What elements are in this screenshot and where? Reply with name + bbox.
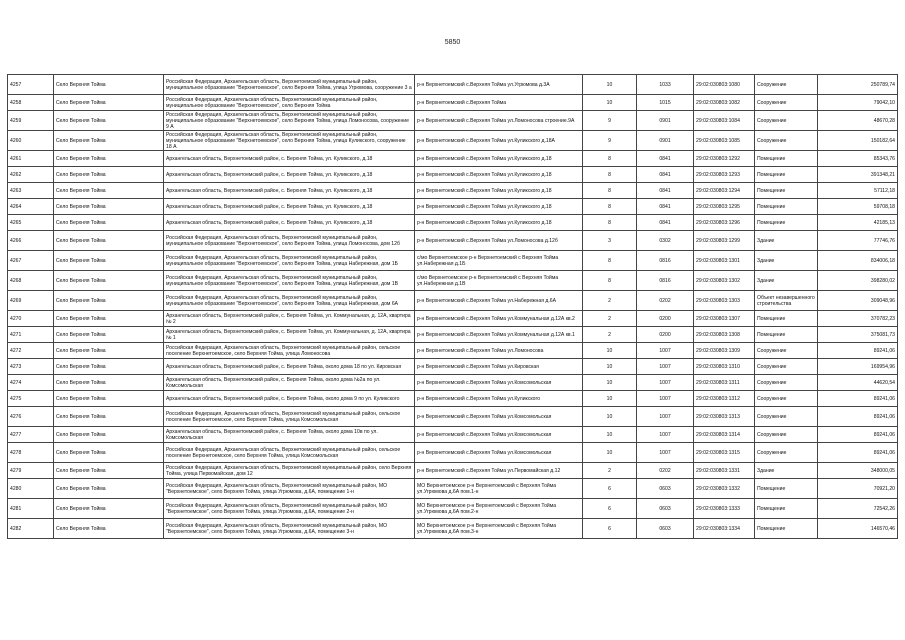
row-number: 4267 bbox=[8, 251, 54, 271]
object-type-cell: Помещение bbox=[755, 199, 818, 215]
address-cell: Архангельская область, Верхнетоемский район, с. Верхняя Тойма, около дома 9 по ул. Куликского bbox=[164, 391, 415, 407]
table-row bbox=[8, 359, 898, 375]
cadastral-number-cell: 29:02:030803:1334 bbox=[694, 519, 755, 539]
subgroup-code-cell: 0603 bbox=[637, 479, 694, 499]
locality-cell: Село Верхняя Тойма bbox=[54, 479, 164, 499]
short-address-cell: р-н Верхнетоемский с.Верхняя Тойма ул.Куликского д.18 bbox=[415, 215, 583, 231]
cadastral-value-cell: 370782,23 bbox=[818, 311, 898, 327]
table-row bbox=[8, 131, 898, 151]
cadastral-number-cell: 29:02:030803:1312 bbox=[694, 391, 755, 407]
subgroup-code-cell: 0841 bbox=[637, 183, 694, 199]
group-code-cell: 10 bbox=[583, 407, 637, 427]
address-cell: Российская Федерация, Архангельская область, Верхнетоемский муниципальный район, муниципальное образование "Верхнетоемское", село Верхняя Тойма bbox=[164, 95, 415, 111]
cadastral-number-cell: 29:02:030803:1293 bbox=[694, 167, 755, 183]
short-address-cell: МО Верхнетоемское р-н Верхнетоемский с Верхняя Тойма ул.Угрюмова д.6А пом.2-н bbox=[415, 499, 583, 519]
subgroup-code-cell: 0901 bbox=[637, 131, 694, 151]
locality-cell: Село Верхняя Тойма bbox=[54, 95, 164, 111]
address-cell: Российская Федерация, Архангельская область, Верхнетоемский муниципальный район, сельское поселение Верхнетоемское, село Верхняя Тойма, улица Комсомольская bbox=[164, 407, 415, 427]
table-row bbox=[8, 407, 898, 427]
table-row bbox=[8, 95, 898, 111]
subgroup-code-cell: 0816 bbox=[637, 271, 694, 291]
subgroup-code-cell: 1007 bbox=[637, 359, 694, 375]
cadastral-number-cell: 29:02:030803:1085 bbox=[694, 131, 755, 151]
object-type-cell: Помещение bbox=[755, 327, 818, 343]
subgroup-code-cell: 0603 bbox=[637, 499, 694, 519]
short-address-cell: р-н Верхнетоемский с.Верхняя Тойма ул.Комсомольская bbox=[415, 375, 583, 391]
group-code-cell: 8 bbox=[583, 199, 637, 215]
group-code-cell: 10 bbox=[583, 375, 637, 391]
cadastral-value-cell: 44620,54 bbox=[818, 375, 898, 391]
subgroup-code-cell: 0302 bbox=[637, 231, 694, 251]
row-number: 4264 bbox=[8, 199, 54, 215]
locality-cell: Село Верхняя Тойма bbox=[54, 407, 164, 427]
short-address-cell: МО Верхнетоемское р-н Верхнетоемский с Верхняя Тойма ул.Угрюмова д.6А пом.3-н bbox=[415, 519, 583, 539]
locality-cell: Село Верхняя Тойма bbox=[54, 111, 164, 131]
table-row bbox=[8, 251, 898, 271]
cadastral-number-cell: 29:02:030803:1310 bbox=[694, 359, 755, 375]
short-address-cell: р-н Верхнетоемский с.Верхняя Тойма ул.Угрюмова д.3А bbox=[415, 75, 583, 95]
table-row bbox=[8, 271, 898, 291]
cadastral-number-cell: 29:02:030803:1082 bbox=[694, 95, 755, 111]
locality-cell: Село Верхняя Тойма bbox=[54, 311, 164, 327]
locality-cell: Село Верхняя Тойма bbox=[54, 343, 164, 359]
cadastral-number-cell: 29:02:030803:1313 bbox=[694, 407, 755, 427]
locality-cell: Село Верхняя Тойма bbox=[54, 391, 164, 407]
locality-cell: Село Верхняя Тойма bbox=[54, 251, 164, 271]
row-number: 4269 bbox=[8, 291, 54, 311]
locality-cell: Село Верхняя Тойма bbox=[54, 75, 164, 95]
object-type-cell: Сооружение bbox=[755, 443, 818, 463]
property-table bbox=[7, 74, 898, 539]
cadastral-number-cell: 29:02:030803:1308 bbox=[694, 327, 755, 343]
row-number: 4270 bbox=[8, 311, 54, 327]
group-code-cell: 8 bbox=[583, 167, 637, 183]
table-row bbox=[8, 375, 898, 391]
short-address-cell: р-н Верхнетоемский с.Верхняя Тойма ул.Набережная д.6А bbox=[415, 291, 583, 311]
address-cell: Российская Федерация, Архангельская область, Верхнетоемский муниципальный район, МО "Верхнетоемское", село Верхняя Тойма, улица Угрюмова, д.6А, помещение 2-н bbox=[164, 499, 415, 519]
row-number: 4268 bbox=[8, 271, 54, 291]
short-address-cell: р-н Верхнетоемский с.Верхняя Тойма bbox=[415, 95, 583, 111]
row-number: 4262 bbox=[8, 167, 54, 183]
cadastral-value-cell: 72542,26 bbox=[818, 499, 898, 519]
group-code-cell: 3 bbox=[583, 231, 637, 251]
subgroup-code-cell: 1007 bbox=[637, 443, 694, 463]
subgroup-code-cell: 1007 bbox=[637, 427, 694, 443]
table-row bbox=[8, 75, 898, 95]
group-code-cell: 8 bbox=[583, 215, 637, 231]
cadastral-value-cell: 89241,06 bbox=[818, 427, 898, 443]
cadastral-value-cell: 48670,28 bbox=[818, 111, 898, 131]
locality-cell: Село Верхняя Тойма bbox=[54, 463, 164, 479]
cadastral-value-cell: 77746,76 bbox=[818, 231, 898, 251]
table-row bbox=[8, 479, 898, 499]
cadastral-number-cell: 29:02:030803:1299 bbox=[694, 231, 755, 251]
locality-cell: Село Верхняя Тойма bbox=[54, 131, 164, 151]
address-cell: Российская Федерация, Архангельская область, Верхнетоемский муниципальный район, село Верхняя Тойма, улица Первомайская, дом 12 bbox=[164, 463, 415, 479]
cadastral-value-cell: 391348,21 bbox=[818, 167, 898, 183]
row-number: 4280 bbox=[8, 479, 54, 499]
row-number: 4279 bbox=[8, 463, 54, 479]
address-cell: Архангельская область, Верхнетоемский район, с. Верхняя Тойма, около дома №2а по ул. Комсомольская bbox=[164, 375, 415, 391]
address-cell: Российская Федерация, Архангельская область, Верхнетоемский муниципальный район, МО "Верхнетоемское", село Верхняя Тойма, улица Угрюмова, д.6А, помещение 1-н bbox=[164, 479, 415, 499]
object-type-cell: Здание bbox=[755, 231, 818, 251]
locality-cell: Село Верхняя Тойма bbox=[54, 427, 164, 443]
short-address-cell: р-н Верхнетоемский с.Верхняя Тойма ул.Комсомольская bbox=[415, 427, 583, 443]
short-address-cell: р-н Верхнетоемский с.Верхняя Тойма ул.Куликского д.18 bbox=[415, 199, 583, 215]
short-address-cell: р-н Верхнетоемский с.Верхняя Тойма ул.Первомайская д.12 bbox=[415, 463, 583, 479]
table-row bbox=[8, 111, 898, 131]
table-row bbox=[8, 391, 898, 407]
object-type-cell: Сооружение bbox=[755, 427, 818, 443]
object-type-cell: Сооружение bbox=[755, 375, 818, 391]
row-number: 4275 bbox=[8, 391, 54, 407]
cadastral-value-cell: 834006,18 bbox=[818, 251, 898, 271]
object-type-cell: Сооружение bbox=[755, 391, 818, 407]
short-address-cell: МО Верхнетоемское р-н Верхнетоемский с Верхняя Тойма ул.Угрюмова д.6А пом.1-н bbox=[415, 479, 583, 499]
table-row bbox=[8, 151, 898, 167]
object-type-cell: Сооружение bbox=[755, 359, 818, 375]
cadastral-value-cell: 375081,73 bbox=[818, 327, 898, 343]
cadastral-number-cell: 29:02:030803:1301 bbox=[694, 251, 755, 271]
object-type-cell: Помещение bbox=[755, 215, 818, 231]
row-number: 4277 bbox=[8, 427, 54, 443]
subgroup-code-cell: 0841 bbox=[637, 151, 694, 167]
table-row bbox=[8, 519, 898, 539]
row-number: 4274 bbox=[8, 375, 54, 391]
address-cell: Российская Федерация, Архангельская область, Верхнетоемский муниципальный район, сельское поселение Верхнетоемское, село Верхняя Тойма, улица Комсомольская bbox=[164, 443, 415, 463]
group-code-cell: 10 bbox=[583, 443, 637, 463]
cadastral-value-cell: 79042,10 bbox=[818, 95, 898, 111]
address-cell: Архангельская область, Верхнетоемский район, с. Верхняя Тойма, ул. Куликского, д.18 bbox=[164, 183, 415, 199]
subgroup-code-cell: 0200 bbox=[637, 327, 694, 343]
cadastral-number-cell: 29:02:030803:1303 bbox=[694, 291, 755, 311]
group-code-cell: 8 bbox=[583, 151, 637, 167]
address-cell: Российская Федерация, Архангельская область, Верхнетоемский муниципальный район, муниципальное образование "Верхнетоемское", село Верхняя Тойма, улица Куликского, сооружение 18 А bbox=[164, 131, 415, 151]
object-type-cell: Объект незавершенного строительства bbox=[755, 291, 818, 311]
group-code-cell: 2 bbox=[583, 311, 637, 327]
short-address-cell: р-н Верхнетоемский с.Верхняя Тойма ул.Ломоносова bbox=[415, 343, 583, 359]
table-row bbox=[8, 427, 898, 443]
cadastral-value-cell: 150182,64 bbox=[818, 131, 898, 151]
locality-cell: Село Верхняя Тойма bbox=[54, 183, 164, 199]
subgroup-code-cell: 1007 bbox=[637, 375, 694, 391]
locality-cell: Село Верхняя Тойма bbox=[54, 375, 164, 391]
locality-cell: Село Верхняя Тойма bbox=[54, 519, 164, 539]
locality-cell: Село Верхняя Тойма bbox=[54, 199, 164, 215]
subgroup-code-cell: 0901 bbox=[637, 111, 694, 131]
cadastral-number-cell: 29:02:030803:1302 bbox=[694, 271, 755, 291]
locality-cell: Село Верхняя Тойма bbox=[54, 167, 164, 183]
short-address-cell: р-н Верхнетоемский с.Верхняя Тойма ул.Ломоносова строение.9А bbox=[415, 111, 583, 131]
object-type-cell: Сооружение bbox=[755, 343, 818, 359]
table-row bbox=[8, 183, 898, 199]
table-row bbox=[8, 343, 898, 359]
cadastral-value-cell: 398280,02 bbox=[818, 271, 898, 291]
object-type-cell: Сооружение bbox=[755, 131, 818, 151]
table-row bbox=[8, 443, 898, 463]
address-cell: Архангельская область, Верхнетоемский район, с. Верхняя Тойма, ул. Куликского, д.18 bbox=[164, 199, 415, 215]
object-type-cell: Помещение bbox=[755, 151, 818, 167]
cadastral-value-cell: 89241,06 bbox=[818, 443, 898, 463]
locality-cell: Село Верхняя Тойма bbox=[54, 499, 164, 519]
cadastral-number-cell: 29:02:030803:1294 bbox=[694, 183, 755, 199]
object-type-cell: Здание bbox=[755, 251, 818, 271]
cadastral-value-cell: 309048,96 bbox=[818, 291, 898, 311]
address-cell: Архангельская область, Верхнетоемский район, с. Верхняя Тойма, около дома 18 по ул. Кировская bbox=[164, 359, 415, 375]
address-cell: Российская Федерация, Архангельская область, Верхнетоемский муниципальный район, муниципальное образование "Верхнетоемское", село Верхняя Тойма, улица Набережная, дом 6А bbox=[164, 291, 415, 311]
cadastral-number-cell: 29:02:030803:1307 bbox=[694, 311, 755, 327]
row-number: 4261 bbox=[8, 151, 54, 167]
cadastral-value-cell: 57112,18 bbox=[818, 183, 898, 199]
cadastral-value-cell: 348000,05 bbox=[818, 463, 898, 479]
row-number: 4265 bbox=[8, 215, 54, 231]
group-code-cell: 10 bbox=[583, 95, 637, 111]
object-type-cell: Сооружение bbox=[755, 407, 818, 427]
subgroup-code-cell: 0841 bbox=[637, 167, 694, 183]
object-type-cell: Помещение bbox=[755, 167, 818, 183]
locality-cell: Село Верхняя Тойма bbox=[54, 291, 164, 311]
address-cell: Российская Федерация, Архангельская область, Верхнетоемский муниципальный район, муниципальное образование "Верхнетоемское", село Верхняя Тойма, улица Ломоносова, сооружение 9 А bbox=[164, 111, 415, 131]
cadastral-number-cell: 29:02:030803:1333 bbox=[694, 499, 755, 519]
short-address-cell: с/мо Верхнетоемское р-н Верхнетоемский с Верхняя Тойма ул.Набережная д.1Б bbox=[415, 251, 583, 271]
cadastral-number-cell: 29:02:030803:1314 bbox=[694, 427, 755, 443]
cadastral-value-cell: 85343,76 bbox=[818, 151, 898, 167]
locality-cell: Село Верхняя Тойма bbox=[54, 151, 164, 167]
table-row bbox=[8, 291, 898, 311]
short-address-cell: р-н Верхнетоемский с.Верхняя Тойма ул.Куликского bbox=[415, 391, 583, 407]
object-type-cell: Сооружение bbox=[755, 95, 818, 111]
cadastral-number-cell: 29:02:030803:1296 bbox=[694, 215, 755, 231]
subgroup-code-cell: 0202 bbox=[637, 463, 694, 479]
object-type-cell: Помещение bbox=[755, 519, 818, 539]
short-address-cell: с/мо Верхнетоемское р-н Верхнетоемский с Верхняя Тойма ул.Набережная д.1В bbox=[415, 271, 583, 291]
address-cell: Российская Федерация, Архангельская область, Верхнетоемский муниципальный район, муниципальное образование "Верхнетоемское", село Верхняя Тойма, улица Набережная, дом 1Б bbox=[164, 251, 415, 271]
address-cell: Российская Федерация, Архангельская область, Верхнетоемский муниципальный район, сельское поселение Верхнетоемское, село Верхняя Тойма, улица Ломоносова bbox=[164, 343, 415, 359]
group-code-cell: 10 bbox=[583, 343, 637, 359]
address-cell: Архангельская область, Верхнетоемский район, с. Верхняя Тойма, ул. Коммунальная, д. 12А, квартира № 1 bbox=[164, 327, 415, 343]
object-type-cell: Здание bbox=[755, 271, 818, 291]
row-number: 4266 bbox=[8, 231, 54, 251]
locality-cell: Село Верхняя Тойма bbox=[54, 359, 164, 375]
group-code-cell: 9 bbox=[583, 131, 637, 151]
address-cell: Архангельская область, Верхнетоемский район, с. Верхняя Тойма, ул. Коммунальная, д. 12А, квартира № 2 bbox=[164, 311, 415, 327]
row-number: 4263 bbox=[8, 183, 54, 199]
row-number: 4273 bbox=[8, 359, 54, 375]
locality-cell: Село Верхняя Тойма bbox=[54, 443, 164, 463]
cadastral-value-cell: 169954,96 bbox=[818, 359, 898, 375]
subgroup-code-cell: 1007 bbox=[637, 343, 694, 359]
group-code-cell: 6 bbox=[583, 479, 637, 499]
row-number: 4257 bbox=[8, 75, 54, 95]
group-code-cell: 8 bbox=[583, 251, 637, 271]
object-type-cell: Помещение bbox=[755, 183, 818, 199]
locality-cell: Село Верхняя Тойма bbox=[54, 271, 164, 291]
cadastral-number-cell: 29:02:030803:1309 bbox=[694, 343, 755, 359]
group-code-cell: 8 bbox=[583, 183, 637, 199]
row-number: 4260 bbox=[8, 131, 54, 151]
group-code-cell: 8 bbox=[583, 271, 637, 291]
object-type-cell: Помещение bbox=[755, 499, 818, 519]
group-code-cell: 2 bbox=[583, 463, 637, 479]
group-code-cell: 6 bbox=[583, 519, 637, 539]
address-cell: Архангельская область, Верхнетоемский район, с. Верхняя Тойма, ул. Куликского, д.18 bbox=[164, 215, 415, 231]
address-cell: Архангельская область, Верхнетоемский район, с. Верхняя Тойма, ул. Куликского, д.18 bbox=[164, 151, 415, 167]
subgroup-code-cell: 0202 bbox=[637, 291, 694, 311]
table-row bbox=[8, 499, 898, 519]
locality-cell: Село Верхняя Тойма bbox=[54, 327, 164, 343]
group-code-cell: 10 bbox=[583, 359, 637, 375]
cadastral-number-cell: 29:02:030803:1315 bbox=[694, 443, 755, 463]
table-row bbox=[8, 167, 898, 183]
table-row bbox=[8, 327, 898, 343]
cadastral-number-cell: 29:02:030803:1080 bbox=[694, 75, 755, 95]
object-type-cell: Помещение bbox=[755, 479, 818, 499]
row-number: 4282 bbox=[8, 519, 54, 539]
cadastral-value-cell: 250789,74 bbox=[818, 75, 898, 95]
cadastral-value-cell: 70921,20 bbox=[818, 479, 898, 499]
cadastral-value-cell: 89241,06 bbox=[818, 343, 898, 359]
group-code-cell: 2 bbox=[583, 327, 637, 343]
cadastral-number-cell: 29:02:030803:1295 bbox=[694, 199, 755, 215]
group-code-cell: 9 bbox=[583, 111, 637, 131]
locality-cell: Село Верхняя Тойма bbox=[54, 231, 164, 251]
short-address-cell: р-н Верхнетоемский с.Верхняя Тойма ул.Кировская bbox=[415, 359, 583, 375]
cadastral-number-cell: 29:02:030803:1332 bbox=[694, 479, 755, 499]
subgroup-code-cell: 0841 bbox=[637, 215, 694, 231]
group-code-cell: 2 bbox=[583, 291, 637, 311]
short-address-cell: р-н Верхнетоемский с.Верхняя Тойма ул.Коммунальная д.12А кв.1 bbox=[415, 327, 583, 343]
cadastral-value-cell: 89241,06 bbox=[818, 407, 898, 427]
table-row bbox=[8, 463, 898, 479]
short-address-cell: р-н Верхнетоемский с.Верхняя Тойма ул.Куликского д.18 bbox=[415, 183, 583, 199]
cadastral-number-cell: 29:02:030803:1084 bbox=[694, 111, 755, 131]
object-type-cell: Здание bbox=[755, 463, 818, 479]
table-row bbox=[8, 311, 898, 327]
cadastral-number-cell: 29:02:030803:1331 bbox=[694, 463, 755, 479]
subgroup-code-cell: 1015 bbox=[637, 95, 694, 111]
row-number: 4276 bbox=[8, 407, 54, 427]
row-number: 4271 bbox=[8, 327, 54, 343]
group-code-cell: 10 bbox=[583, 391, 637, 407]
address-cell: Архангельская область, Верхнетоемский район, с. Верхняя Тойма, около дома 10в по ул. Комсомольская bbox=[164, 427, 415, 443]
short-address-cell: р-н Верхнетоемский с.Верхняя Тойма ул.Куликского д.18 bbox=[415, 167, 583, 183]
short-address-cell: р-н Верхнетоемский с.Верхняя Тойма ул.Комсомольская bbox=[415, 407, 583, 427]
table-body bbox=[8, 75, 898, 539]
subgroup-code-cell: 0841 bbox=[637, 199, 694, 215]
object-type-cell: Помещение bbox=[755, 311, 818, 327]
cadastral-value-cell: 42185,13 bbox=[818, 215, 898, 231]
cadastral-value-cell: 59708,18 bbox=[818, 199, 898, 215]
page-number: 5850 bbox=[444, 39, 461, 46]
subgroup-code-cell: 0603 bbox=[637, 519, 694, 539]
locality-cell: Село Верхняя Тойма bbox=[54, 215, 164, 231]
row-number: 4259 bbox=[8, 111, 54, 131]
short-address-cell: р-н Верхнетоемский с.Верхняя Тойма ул.Куликского д.18А bbox=[415, 131, 583, 151]
short-address-cell: р-н Верхнетоемский с.Верхняя Тойма ул.Ломоносова д.12б bbox=[415, 231, 583, 251]
cadastral-value-cell: 146570,46 bbox=[818, 519, 898, 539]
short-address-cell: р-н Верхнетоемский с.Верхняя Тойма ул.Коммунальная д.12А кв.2 bbox=[415, 311, 583, 327]
short-address-cell: р-н Верхнетоемский с.Верхняя Тойма ул.Куликского д.18 bbox=[415, 151, 583, 167]
short-address-cell: р-н Верхнетоемский с.Верхняя Тойма ул.Комсомольская bbox=[415, 443, 583, 463]
object-type-cell: Сооружение bbox=[755, 75, 818, 95]
row-number: 4258 bbox=[8, 95, 54, 111]
subgroup-code-cell: 0200 bbox=[637, 311, 694, 327]
cadastral-number-cell: 29:02:030803:1311 bbox=[694, 375, 755, 391]
cadastral-value-cell: 89241,06 bbox=[818, 391, 898, 407]
address-cell: Российская Федерация, Архангельская область, Верхнетоемский муниципальный район, муниципальное образование "Верхнетоемское", село Верхняя Тойма, улица Угрюмова, сооружение 3 а bbox=[164, 75, 415, 95]
subgroup-code-cell: 0816 bbox=[637, 251, 694, 271]
address-cell: Российская Федерация, Архангельская область, Верхнетоемский муниципальный район, МО "Верхнетоемское", село Верхняя Тойма, улица Угрюмова, д.6А, помещение 3-н bbox=[164, 519, 415, 539]
group-code-cell: 10 bbox=[583, 427, 637, 443]
subgroup-code-cell: 1007 bbox=[637, 407, 694, 427]
object-type-cell: Сооружение bbox=[755, 111, 818, 131]
row-number: 4278 bbox=[8, 443, 54, 463]
address-cell: Российская Федерация, Архангельская область, Верхнетоемский муниципальный район, муниципальное образование "Верхнетоемское", село Верхняя Тойма, улица Набережная, дом 1В bbox=[164, 271, 415, 291]
subgroup-code-cell: 1033 bbox=[637, 75, 694, 95]
address-cell: Российская Федерация, Архангельская область, Верхнетоемский муниципальный район, муниципальное образование "Верхнетоемское", село Верхняя Тойма, улица Ломоносова, дом 12б bbox=[164, 231, 415, 251]
table-row bbox=[8, 215, 898, 231]
subgroup-code-cell: 1007 bbox=[637, 391, 694, 407]
row-number: 4281 bbox=[8, 499, 54, 519]
group-code-cell: 6 bbox=[583, 499, 637, 519]
table-row bbox=[8, 231, 898, 251]
address-cell: Архангельская область, Верхнетоемский район, с. Верхняя Тойма, ул. Куликского, д.18 bbox=[164, 167, 415, 183]
group-code-cell: 10 bbox=[583, 75, 637, 95]
cadastral-number-cell: 29:02:030803:1292 bbox=[694, 151, 755, 167]
row-number: 4272 bbox=[8, 343, 54, 359]
table-row bbox=[8, 199, 898, 215]
